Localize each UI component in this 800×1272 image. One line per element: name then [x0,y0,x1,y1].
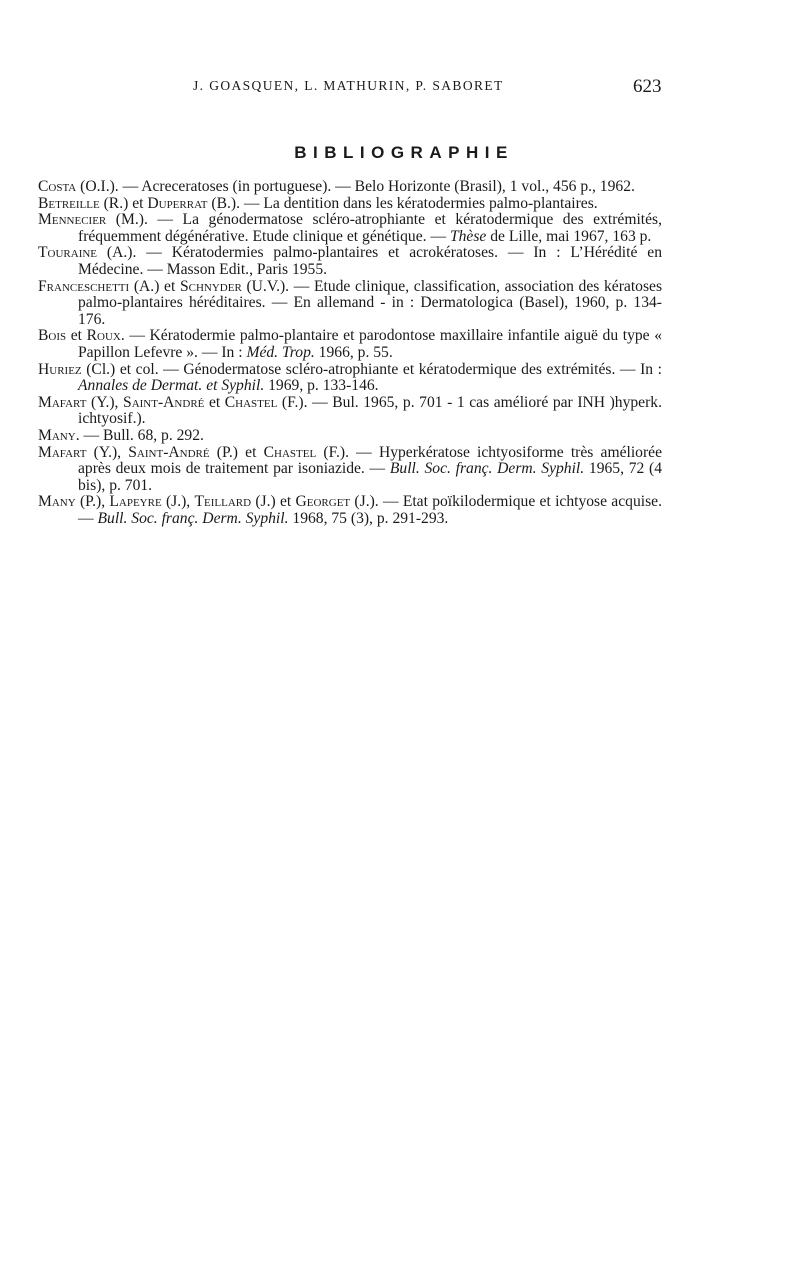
bib-text: (P.), [75,493,110,511]
bib-author: Schnyder [179,277,242,295]
bib-author: Many [38,493,76,511]
bib-text: . — Kératodermie palmo-plantaire et parodontose maxillaire infantile aiguë du type « Papillon Lefevre ». — In : [78,327,662,361]
bib-text: (J.). — Etat poïkilodermique et ichtyose acquise. — [78,493,662,527]
bib-text: (R.) et [99,194,148,212]
bib-author: Touraine [38,244,98,262]
bib-author: Chastel [224,393,278,411]
bib-author: Teillard [194,493,252,511]
bib-text: (J.) et [251,493,296,511]
bib-text: (P.) et [209,443,264,461]
bib-author: Mennecier [38,211,107,229]
bib-author: Duperrat [147,194,208,212]
bib-text: (Y.), [86,443,129,461]
bib-author: Betreille [38,194,100,212]
section-title: BIBLIOGRAPHIE [294,143,514,162]
bib-author: Georget [295,493,351,511]
bib-entry-mafart-2 [38,445,662,495]
bib-author: Saint-André [128,443,210,461]
page-number: 623 [633,76,662,97]
bib-italic: Méd. Trop. [246,343,315,361]
bib-text: de Lille, mai 1967, 163 p. [486,227,652,245]
bib-italic: Annales de Dermat. et Syphil. [78,377,265,395]
bib-entry-mennecier [38,212,662,245]
running-head-authors: J. GOASQUEN, L. MATHURIN, P. SABORET [193,78,504,93]
bib-text: (M.). — La génodermatose scléro-atrophiante et kératodermique des extrémités, fréquemment dégénérative. Etude clinique et génétique. — [78,211,662,245]
bib-text: 1966, p. 55. [314,343,393,361]
bib-author: Chastel [263,443,317,461]
bib-text: (J.), [161,493,195,511]
bib-entry-costa [38,179,662,196]
bib-author: Lapeyre [109,493,162,511]
bib-text: (Cl.) et col. — Génodermatose scléro-atrophiante et kératodermique des extrémités. — In : [81,360,662,378]
bib-text: (U.V.). — Etude clinique, classification, association des kératoses palmo-plantaires héréditaires. — En allemand - in : Dermatologica (Basel), 1960, p. 134-176. [78,277,663,328]
bib-text: (F.). — Bul. 1965, p. 701 - 1 cas amélioré par INH )hyperk. ichtyosif.). [78,393,662,428]
bib-text: . — Bull. 68, p. 292. [75,426,204,444]
bib-text: (A.) et [129,277,180,295]
bib-text: (Y.), [86,393,124,411]
bib-author: Costa [38,178,77,195]
bib-author: Mafart [38,443,87,461]
bib-author: Franceschetti [38,277,130,295]
bib-text: 1969, p. 133-146. [264,377,379,395]
bibliography-list [38,179,662,527]
bib-text: 1965, 72 (4 bis), p. 701. [78,460,663,494]
bib-italic: Bull. Soc. franç. Derm. Syphil. [97,509,289,527]
bib-author: Huriez [38,360,82,378]
bib-text: et [66,327,87,345]
bib-author: Saint-André [123,393,205,411]
bib-text: (F.). — Hyperkératose ichtyosiforme très améliorée après deux mois de traitement par isoniazide. — [78,443,662,478]
bib-entry-huriez [38,362,662,395]
bib-entry-betreille [38,196,662,213]
bib-italic: Thèse [449,227,487,245]
bib-italic: Bull. Soc. franç. Derm. Syphil. [389,460,585,478]
running-head [0,76,800,100]
bib-entry-franceschetti [38,279,662,329]
bib-entry-many-1 [38,428,662,445]
bib-text: (A.). — Kératodermies palmo-plantaires et acrokératoses. — In : L’Hérédité en Médecine. — Masson Edit., Paris 1955. [78,244,662,278]
bib-text: 1968, 75 (3), p. 291-293. [288,509,449,527]
bib-author: Many [38,426,76,444]
bib-text: et [204,393,225,411]
bib-text: (O.I.). — Acreceratoses (in portuguese). — Belo Horizonte (Brasil), 1 vol., 456 p., 1962. [76,178,635,195]
bib-entry-mafart-1 [38,395,662,428]
bib-author: Bois [38,327,67,345]
bib-entry-touraine [38,245,662,278]
bib-author: Mafart [38,393,87,411]
bib-entry-many-2 [38,494,662,527]
bib-entry-bois [38,328,662,361]
bib-text: (B.). — La dentition dans les kératodermies palmo-plantaires. [207,194,598,212]
bib-author: Roux [86,327,121,345]
